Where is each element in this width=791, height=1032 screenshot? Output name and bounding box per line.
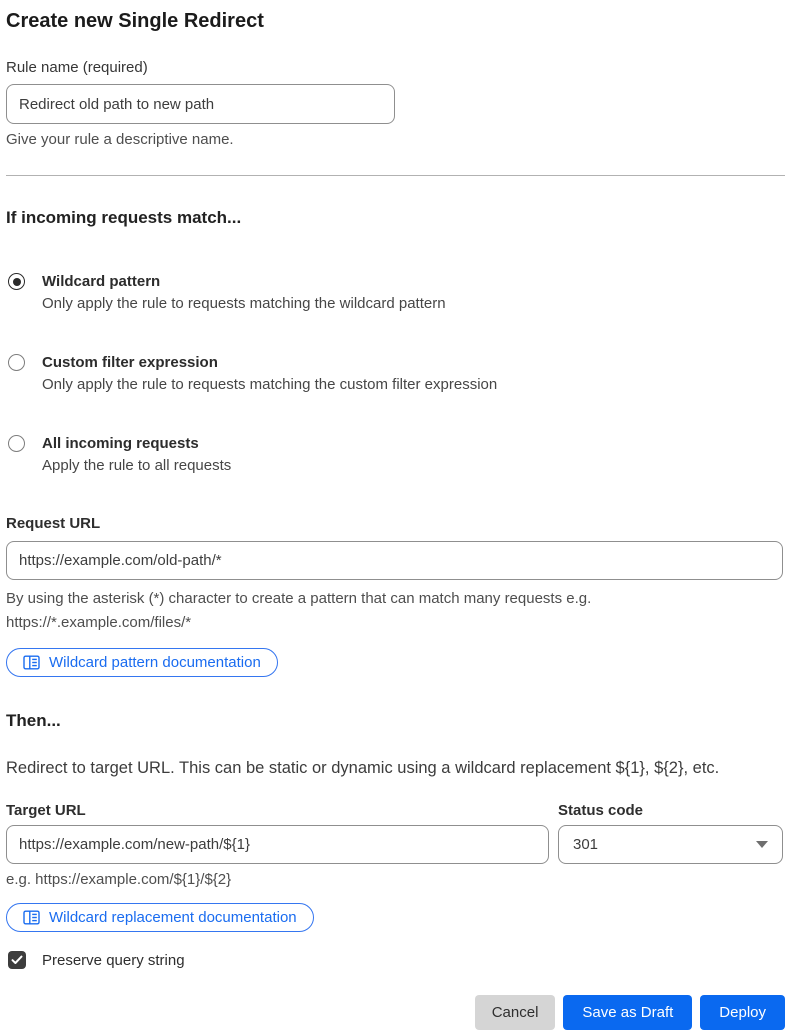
request-url-helper-line1: By using the asterisk (*) character to create a pattern that can match many requests e.g. bbox=[6, 590, 592, 607]
target-url-input[interactable] bbox=[6, 825, 549, 864]
target-url-field bbox=[6, 801, 549, 864]
radio-description: Only apply the rule to requests matching the custom filter expression bbox=[42, 376, 498, 393]
rule-name-input[interactable] bbox=[6, 84, 395, 124]
save-as-draft-button[interactable]: Save as Draft bbox=[563, 995, 692, 1030]
wildcard-pattern-doc-button[interactable] bbox=[6, 648, 278, 677]
radio-description: Only apply the rule to requests matching the wildcard pattern bbox=[42, 295, 446, 312]
radio-label[interactable]: Custom filter expression bbox=[42, 354, 218, 371]
cancel-button[interactable]: Cancel bbox=[475, 995, 556, 1030]
footer-actions bbox=[6, 995, 785, 1030]
deploy-button[interactable]: Deploy bbox=[700, 995, 785, 1030]
request-url-label: Request URL bbox=[6, 515, 101, 532]
radio-option-all-requests[interactable] bbox=[6, 433, 785, 477]
radio-option-wildcard-pattern[interactable] bbox=[6, 271, 785, 315]
status-code-value: 301 bbox=[573, 836, 599, 853]
doc-button-label: Wildcard replacement documentation bbox=[49, 909, 297, 926]
request-url-field bbox=[6, 514, 785, 635]
radio-option-custom-filter[interactable] bbox=[6, 352, 785, 396]
status-code-label: Status code bbox=[558, 802, 644, 819]
radio-label[interactable]: Wildcard pattern bbox=[42, 273, 161, 290]
doc-button-label: Wildcard pattern documentation bbox=[49, 654, 261, 671]
target-url-row bbox=[6, 801, 785, 864]
preserve-query-row bbox=[6, 951, 785, 969]
chevron-down-icon bbox=[756, 841, 768, 848]
match-section-heading: If incoming requests match... bbox=[6, 208, 242, 227]
preserve-query-label[interactable]: Preserve query string bbox=[42, 951, 185, 969]
match-options-radio-group bbox=[6, 271, 785, 477]
target-url-helper: e.g. https://example.com/${1}/${2} bbox=[6, 871, 232, 888]
page-title: Create new Single Redirect bbox=[6, 10, 264, 32]
request-url-input[interactable] bbox=[6, 541, 783, 580]
radio-label[interactable]: All incoming requests bbox=[42, 435, 199, 452]
radio-button-selected[interactable] bbox=[8, 273, 25, 290]
radio-description: Apply the rule to all requests bbox=[42, 457, 232, 474]
preserve-query-checkbox[interactable] bbox=[8, 951, 26, 969]
target-url-label: Target URL bbox=[6, 802, 86, 819]
request-url-helper bbox=[6, 587, 785, 635]
rule-name-helper: Give your rule a descriptive name. bbox=[6, 131, 234, 148]
request-url-helper-line2: https://*.example.com/files/* bbox=[6, 614, 192, 631]
book-icon bbox=[23, 655, 40, 670]
book-icon bbox=[23, 910, 40, 925]
rule-name-field bbox=[6, 58, 785, 150]
checkmark-icon bbox=[11, 955, 23, 965]
wildcard-replacement-doc-button[interactable] bbox=[6, 903, 314, 932]
status-code-field bbox=[558, 801, 783, 864]
radio-button[interactable] bbox=[8, 354, 25, 371]
then-section-heading: Then... bbox=[6, 711, 61, 730]
section-divider bbox=[6, 175, 785, 176]
rule-name-label: Rule name (required) bbox=[6, 59, 148, 76]
then-section-description: Redirect to target URL. This can be static or dynamic using a wildcard replacement ${1}, ${2}, etc. bbox=[6, 759, 720, 777]
status-code-select[interactable] bbox=[558, 825, 783, 864]
radio-button[interactable] bbox=[8, 435, 25, 452]
